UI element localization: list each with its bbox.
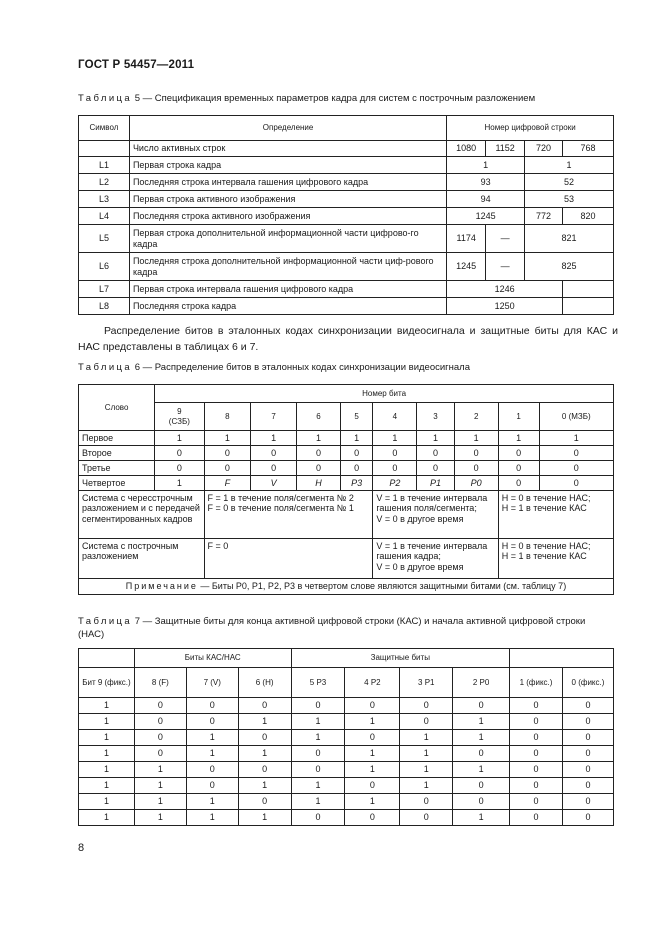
table-row: L5 Первая строка дополнительной информационной части цифрово-го кадра 1174 — 821 [79, 225, 614, 253]
table-cell: 1 [79, 730, 135, 746]
table-row: Четвертое 1 F V H P3 P2 P1 P0 0 0 [79, 476, 614, 491]
table-cell: 1 [79, 762, 135, 778]
table5 [78, 115, 614, 315]
table-cell: 0 [186, 778, 238, 794]
table-cell: 1 [345, 762, 400, 778]
table-cell: 1 [345, 714, 400, 730]
table-cell: 1 [291, 778, 345, 794]
table-cell: 0 [345, 810, 400, 826]
table-cell: 0 [186, 762, 238, 778]
table-row: L6 Последняя строка дополнительной информационной части циф-рового кадра 1245 — 825 [79, 253, 614, 281]
table-cell: 0 [238, 698, 291, 714]
table6: Слово Номер бита 9 (СЗБ) 8 7 6 5 4 3 2 1 0 (МЗБ) Первое 1 1 1 1 1 1 1 1 1 1 Второе 0 0 0 0 0 0 0 0 0 0 Третье 0 0 0 0 0 0 0 0 0 0 Четвертое 1 F V H P3 P2 P1 P0 0 0 Система с чересстрочным разложением и с передачей сегментированных кадров F = 1 в течение поля/сегмента № 2 F = 0 в течение поля/сегмента № 1 V = 1 в течение интервала гашения поля/сегмента; V = 0 в другое время H = 0 в течение НАС; H = 1 в течение КАС Система с построчным разложением F = 0 V = 1 в течение интервала гашения кадра; V = 0 в другое время H = 0 в течение НАС; H = 1 в течение КАС Примечание — Биты P0, P1, P2, P3 в четвертом слове являются защитными битами (см. таблицу 7) [78, 384, 614, 595]
document-code: ГОСТ Р 54457—2011 [78, 59, 195, 71]
table-cell: 1 [291, 714, 345, 730]
table-cell: 0 [562, 778, 613, 794]
table-cell: 0 [134, 746, 186, 762]
table-cell: 0 [238, 794, 291, 810]
table-row: Система с построчным разложением F = 0 V = 1 в течение интервала гашения кадра; V = 0 в другое время H = 0 в течение НАС; H = 1 в течение КАС [79, 539, 614, 579]
table-row [79, 714, 614, 730]
table-cell: 1 [186, 810, 238, 826]
table-row [79, 746, 614, 762]
table-cell: 1 [79, 714, 135, 730]
col-definition: Определение [129, 116, 446, 141]
table-cell: 0 [510, 746, 563, 762]
table-cell: 0 [291, 698, 345, 714]
table-cell: 0 [562, 746, 613, 762]
table-cell: 0 [453, 778, 510, 794]
table-cell: 0 [400, 714, 453, 730]
table-cell: 1 [345, 794, 400, 810]
table-cell: 1 [186, 730, 238, 746]
table-cell: 1 [134, 762, 186, 778]
table-cell: 0 [400, 810, 453, 826]
col-symbol: Символ [79, 116, 130, 141]
table-cell: 1 [79, 794, 135, 810]
table-cell: 0 [510, 794, 563, 810]
table-row: Число активных строк 1080 1152 720 768 [79, 141, 614, 157]
table-cell: 0 [291, 762, 345, 778]
table-cell: 1 [79, 778, 135, 794]
table-cell: 0 [510, 714, 563, 730]
table-cell: 1 [238, 810, 291, 826]
table-cell: 1 [79, 698, 135, 714]
table-cell: 1 [400, 762, 453, 778]
table-cell: 0 [134, 698, 186, 714]
page-number: 8 [78, 842, 85, 854]
group-kas-nas: Биты КАС/НАС [134, 649, 291, 668]
table-cell: 0 [510, 730, 563, 746]
table-cell: 0 [562, 714, 613, 730]
table5-caption: Таблица 5 — Спецификация временных параметров кадра для систем с построчным разложением [78, 93, 536, 104]
table-cell: 1 [134, 778, 186, 794]
table-cell: 0 [453, 746, 510, 762]
table-cell: 0 [291, 746, 345, 762]
table7: Биты КАС/НАС Защитные биты Бит 9 (фикс.) 8 (F) 7 (V) 6 (H) 5 P3 4 P2 3 P1 2 P0 1 (фикс.) 0 (фикс.) 1 0 0 0 0 0 0 0 0 0 1 0 0 1 1 1 0 1 0 0 1 0 1 0 1 0 1 1 0 0 1 0 1 1 0 1 1 0 0 0 1 1 0 0 0 1 1 1 0 0 1 1 0 1 1 0 1 0 0 0 1 1 1 0 1 1 0 0 0 0 1 1 1 1 0 0 0 1 0 0 [78, 648, 614, 826]
table-cell: 0 [510, 762, 563, 778]
table-cell: 1 [134, 794, 186, 810]
table6-caption: Таблица 6 — Распределение битов в эталонных кодах синхронизации видеосигнала [78, 362, 470, 373]
table-cell: 1 [453, 730, 510, 746]
table-row: L4 Последняя строка активного изображения 1245 772 820 [79, 208, 614, 225]
table-cell: 0 [562, 794, 613, 810]
table-row: Система с чересстрочным разложением и с передачей сегментированных кадров F = 1 в течение поля/сегмента № 2 F = 0 в течение поля/сегмента № 1 V = 1 в течение интервала гашения поля/сегмента; V = 0 в другое время H = 0 в течение НАС; H = 1 в течение КАС [79, 491, 614, 539]
table-cell: 0 [400, 698, 453, 714]
table-cell: 1 [400, 778, 453, 794]
table-cell: 1 [291, 730, 345, 746]
table7-caption: Таблица 7 — Защитные биты для конца активной цифровой строки (КАС) и начала активной цифровой строки (НАС) [78, 616, 586, 640]
table-cell: 1 [79, 746, 135, 762]
table-cell: 1 [400, 730, 453, 746]
table-cell: 0 [134, 714, 186, 730]
body-paragraph: Распределение битов в эталонных кодах синхронизации видеосигнала и защитные биты для КАС и НАС представлены в таблицах 6 и 7. [78, 325, 618, 353]
table-cell: 1 [238, 746, 291, 762]
table-cell: 1 [186, 794, 238, 810]
table-cell: 0 [562, 730, 613, 746]
table-cell: 0 [186, 698, 238, 714]
table-cell: 0 [186, 714, 238, 730]
table-cell: 0 [345, 698, 400, 714]
table-cell: 1 [238, 714, 291, 730]
table-cell: 0 [400, 794, 453, 810]
table-cell: 0 [134, 730, 186, 746]
table-cell: 1 [453, 762, 510, 778]
table-row: L3 Первая строка активного изображения 94 53 [79, 191, 614, 208]
col-bit-number: Номер бита [155, 385, 614, 403]
table-cell: 0 [238, 762, 291, 778]
table-cell: 1 [400, 746, 453, 762]
table-cell: 1 [134, 810, 186, 826]
table-row: L2 Последняя строка интервала гашения цифрового кадра 93 52 [79, 174, 614, 191]
table-cell: 0 [453, 794, 510, 810]
table-cell: 0 [510, 778, 563, 794]
table-row [79, 698, 614, 714]
table-cell: 1 [238, 778, 291, 794]
col-word: Слово [79, 385, 155, 431]
table-cell: 1 [453, 714, 510, 730]
table-row [79, 730, 614, 746]
table-row [79, 794, 614, 810]
table-cell: 0 [453, 698, 510, 714]
table-cell: 0 [345, 778, 400, 794]
table-cell: 1 [291, 794, 345, 810]
table-row: Второе 0 0 0 0 0 0 0 0 0 0 [79, 446, 614, 461]
table-cell: 0 [238, 730, 291, 746]
table-cell: 0 [510, 698, 563, 714]
table-cell: 1 [453, 810, 510, 826]
table-note-row: Примечание — Биты P0, P1, P2, P3 в четвертом слове являются защитными битами (см. таблицу 7) [79, 579, 614, 595]
table-cell: 1 [79, 810, 135, 826]
table-row: L8 Последняя строка кадра 1250 [79, 298, 614, 315]
table-row [79, 778, 614, 794]
table-row [79, 810, 614, 826]
table-row: Первое 1 1 1 1 1 1 1 1 1 1 [79, 431, 614, 446]
col-line-number: Номер цифровой строки [447, 116, 614, 141]
table-row: L7 Первая строка интервала гашения цифрового кадра 1246 [79, 281, 614, 298]
table-cell: 0 [562, 810, 613, 826]
table-cell: 1 [186, 746, 238, 762]
table-row [79, 762, 614, 778]
table-cell: 0 [510, 810, 563, 826]
table-row: Третье 0 0 0 0 0 0 0 0 0 0 [79, 461, 614, 476]
table-cell: 0 [562, 762, 613, 778]
table-cell: 0 [291, 810, 345, 826]
table-cell: 1 [345, 746, 400, 762]
table-cell: 0 [345, 730, 400, 746]
table-cell: 0 [562, 698, 613, 714]
group-guard-bits: Защитные биты [291, 649, 509, 668]
table-row: L1 Первая строка кадра 1 1 [79, 157, 614, 174]
